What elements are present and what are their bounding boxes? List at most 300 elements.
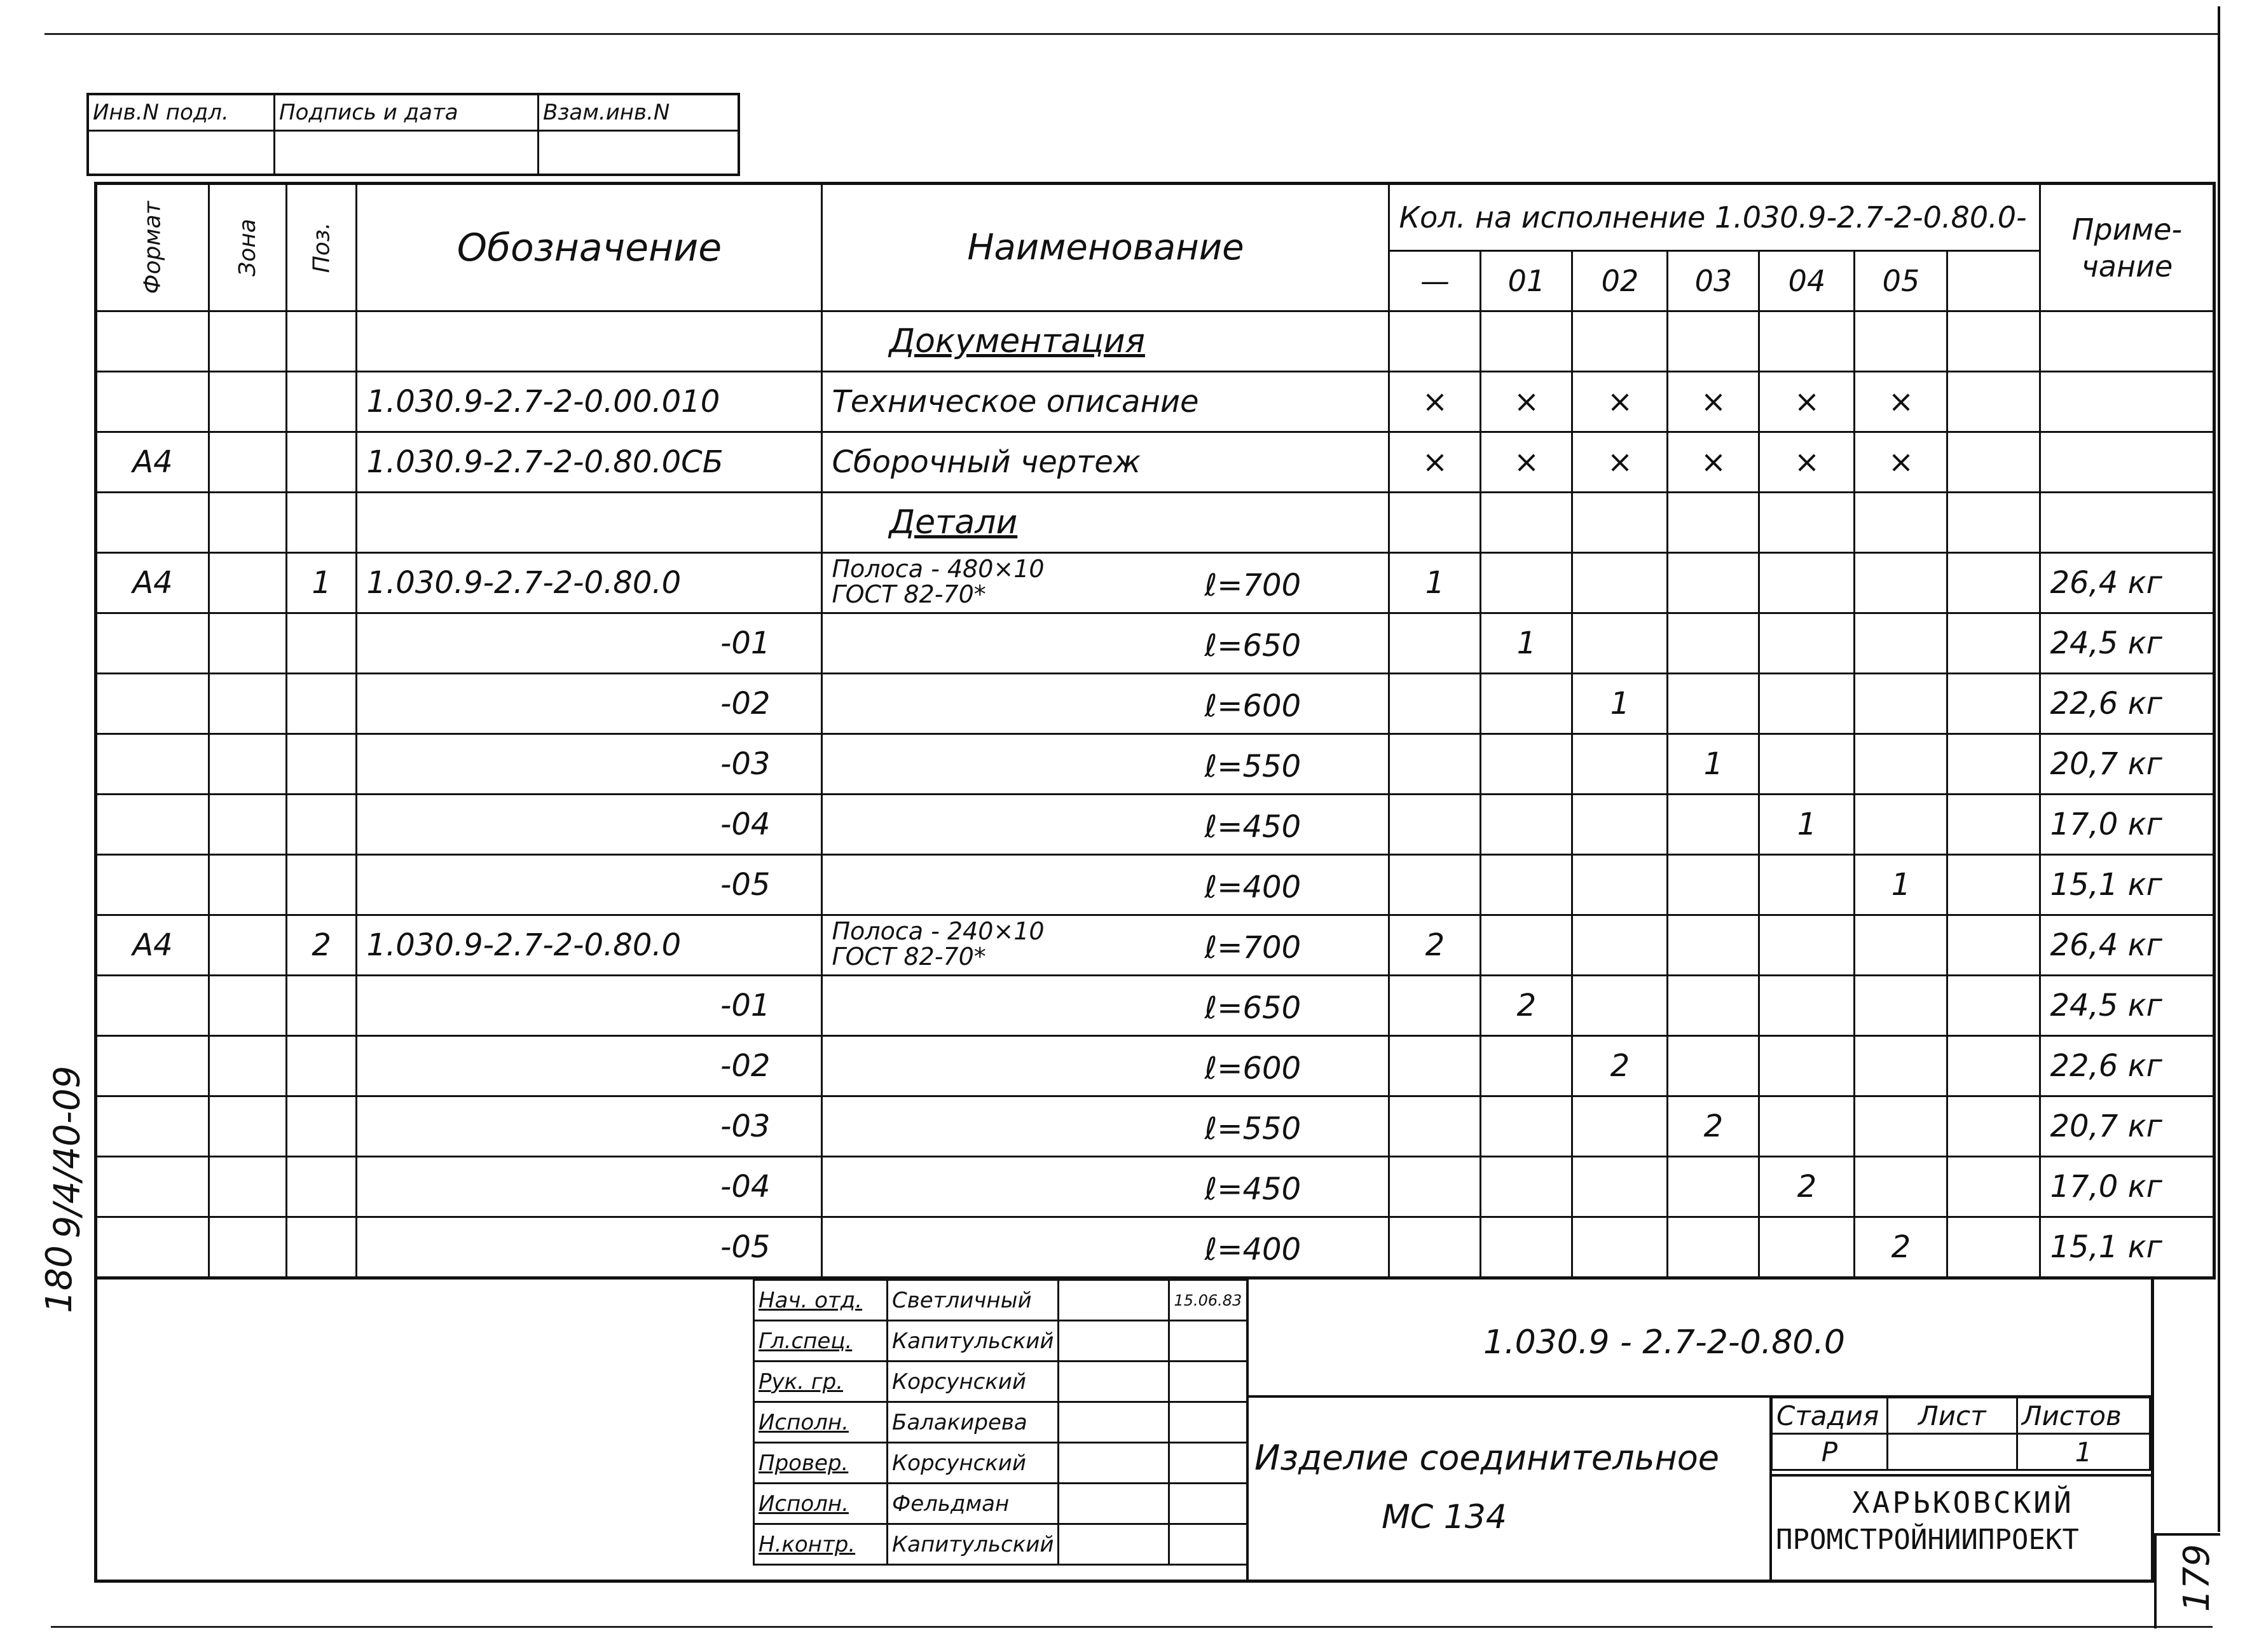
designation-cell: -05 <box>357 855 822 915</box>
designation-cell <box>357 311 822 372</box>
signature-date <box>1169 1484 1248 1524</box>
sheet-value <box>1887 1434 2017 1470</box>
qty-cell <box>1572 915 1668 976</box>
pos-cell <box>286 311 357 372</box>
qty-cell <box>1668 493 1759 553</box>
stage-table <box>1771 1396 2151 1471</box>
qty-cell <box>1389 493 1481 553</box>
qty-cell <box>1855 1157 1947 1217</box>
qty-cell <box>1855 674 1947 734</box>
qty-cell <box>1572 855 1668 915</box>
top-stamp-header-sign: Подпись и дата <box>275 94 539 131</box>
zone-cell <box>209 674 287 734</box>
qty-cell <box>1947 1217 2040 1278</box>
col-zone-header <box>209 184 287 311</box>
qty-cell <box>1855 795 1947 855</box>
zone-cell <box>209 915 287 976</box>
qty-cell <box>1855 734 1947 795</box>
table-row <box>96 372 2214 432</box>
qty-cell <box>1947 613 2040 674</box>
qty-cell <box>1855 553 1947 613</box>
qty-cell <box>1389 613 1481 674</box>
col-format-header <box>96 184 209 311</box>
designation-cell: -01 <box>357 613 822 674</box>
zone-cell <box>209 976 287 1036</box>
title-block <box>94 1276 2154 1583</box>
qty-cell: × <box>1855 372 1947 432</box>
qty-cell <box>1759 311 1855 372</box>
qty-cell <box>1481 795 1572 855</box>
designation-cell: -02 <box>357 1036 822 1096</box>
page-number-box-left <box>2154 1533 2157 1628</box>
table-row <box>96 976 2214 1036</box>
pos-cell <box>286 1157 357 1217</box>
qty-cell <box>1389 1157 1481 1217</box>
col-qty-header: Кол. на исполнение 1.030.9-2.7-2-0.80.0- <box>1389 184 2040 251</box>
qty-cell <box>1947 1157 2040 1217</box>
qty-cell <box>1572 795 1668 855</box>
specification-table <box>94 182 2216 1280</box>
org-top-line <box>1771 1474 2152 1477</box>
qty-cell <box>1759 855 1855 915</box>
format-cell: А4 <box>96 432 209 493</box>
signature-row <box>754 1402 1248 1443</box>
qty-cell <box>1668 1036 1759 1096</box>
qty-cell <box>1855 915 1947 976</box>
designation-cell: 1.030.9-2.7-2-0.80.0 <box>357 915 822 976</box>
qty-cell <box>1572 1217 1668 1278</box>
name-cell <box>822 734 1389 795</box>
format-cell: А4 <box>96 553 209 613</box>
signature-table <box>753 1279 1249 1566</box>
designation-cell: -05 <box>357 1217 822 1278</box>
name-cell <box>822 372 1389 432</box>
top-stamp <box>86 93 740 176</box>
name-cell <box>822 915 1389 976</box>
qty-cell <box>1668 1217 1759 1278</box>
qty-cell <box>1947 855 2040 915</box>
pos-cell <box>286 855 357 915</box>
format-cell <box>96 1157 209 1217</box>
pos-cell <box>286 1217 357 1278</box>
qty-cell <box>1389 855 1481 915</box>
signature-role: Н.контр. <box>754 1524 888 1565</box>
qty-cell: 2 <box>1668 1096 1759 1157</box>
sheets-label: Листов <box>2017 1398 2150 1434</box>
signature-row <box>754 1443 1248 1484</box>
qty-cell <box>1389 734 1481 795</box>
signature-name: Корсунский <box>888 1362 1059 1402</box>
length-value: ℓ=600 <box>1204 1051 1301 1086</box>
zone-cell <box>209 372 287 432</box>
pos-cell <box>286 372 357 432</box>
qty-cell: 2 <box>1855 1217 1947 1278</box>
qty-cell <box>1855 493 1947 553</box>
signature-name: Капитульский <box>888 1524 1059 1565</box>
pos-cell <box>286 493 357 553</box>
signature-row <box>754 1280 1248 1321</box>
name-cell <box>822 674 1389 734</box>
length-value: ℓ=700 <box>1204 930 1301 966</box>
stage-value: Р <box>1772 1434 1888 1470</box>
format-cell: А4 <box>96 915 209 976</box>
name-cell <box>822 553 1389 613</box>
top-stamp-header-inv: Инв.N подл. <box>88 94 275 131</box>
col-format-label: Формат <box>139 201 166 294</box>
note-cell: 15,1 кг <box>2040 1217 2214 1278</box>
qty-cell: × <box>1855 432 1947 493</box>
format-cell <box>96 734 209 795</box>
signature-date: 15.06.83 <box>1169 1280 1248 1321</box>
signature-name: Капитульский <box>888 1321 1059 1362</box>
qty-cell <box>1481 1036 1572 1096</box>
name-cell <box>822 311 1389 372</box>
designation-cell: -01 <box>357 976 822 1036</box>
qty-cell <box>1759 1036 1855 1096</box>
qty-cell <box>1759 915 1855 976</box>
qty-cell <box>1481 734 1572 795</box>
signature-role: Исполн. <box>754 1402 888 1443</box>
table-row <box>96 1217 2214 1278</box>
designation-cell: -02 <box>357 674 822 734</box>
format-cell <box>96 372 209 432</box>
length-value: ℓ=450 <box>1204 809 1301 845</box>
section-title: Документация <box>889 322 1145 360</box>
note-cell <box>2040 372 2214 432</box>
format-cell <box>96 613 209 674</box>
length-value: ℓ=550 <box>1204 749 1301 784</box>
qty-cell: × <box>1668 432 1759 493</box>
qty-cell <box>1855 976 1947 1036</box>
note-cell <box>2040 432 2214 493</box>
qty-cell <box>1759 1096 1855 1157</box>
length-value: ℓ=400 <box>1204 1232 1301 1267</box>
qty-cell <box>1389 1036 1481 1096</box>
format-cell <box>96 795 209 855</box>
pos-cell <box>286 1096 357 1157</box>
item-name: Сборочный чертеж <box>832 444 1141 480</box>
note-cell: 17,0 кг <box>2040 1157 2214 1217</box>
designation-cell <box>357 493 822 553</box>
section-row <box>96 311 2214 372</box>
signature-role: Исполн. <box>754 1484 888 1524</box>
qty-cell <box>1572 1157 1668 1217</box>
qty-cell <box>1481 493 1572 553</box>
length-value: ℓ=600 <box>1204 688 1301 724</box>
note-cell: 22,6 кг <box>2040 1036 2214 1096</box>
note-cell: 20,7 кг <box>2040 1096 2214 1157</box>
qty-cell <box>1855 311 1947 372</box>
pos-cell <box>286 613 357 674</box>
name-cell <box>822 1096 1389 1157</box>
doc-code: 1.030.9 - 2.7-2-0.80.0 <box>1483 1323 1846 1362</box>
page-number: 179 <box>2176 1544 2218 1612</box>
col-name-header: Наименование <box>822 184 1389 311</box>
qty-cell <box>1759 553 1855 613</box>
qty-cell: 2 <box>1389 915 1481 976</box>
pos-cell: 2 <box>286 915 357 976</box>
length-value: ℓ=650 <box>1204 990 1301 1026</box>
top-stamp-value-sign <box>275 131 539 175</box>
right-border-line <box>2218 6 2220 1532</box>
length-value: ℓ=550 <box>1204 1111 1301 1147</box>
zone-cell <box>209 553 287 613</box>
qty-cell: 1 <box>1759 795 1855 855</box>
name-cell <box>822 976 1389 1036</box>
signature-mark <box>1059 1484 1169 1524</box>
signature-mark <box>1059 1321 1169 1362</box>
format-cell <box>96 976 209 1036</box>
qty-cell <box>1572 613 1668 674</box>
pos-cell <box>286 1036 357 1096</box>
length-value: ℓ=650 <box>1204 628 1301 664</box>
qty-cell <box>1668 553 1759 613</box>
name-cell <box>822 1036 1389 1096</box>
pos-cell <box>286 674 357 734</box>
signature-role: Провер. <box>754 1443 888 1484</box>
qty-cell <box>1481 1096 1572 1157</box>
qty-cell <box>1759 493 1855 553</box>
signature-name: Фельдман <box>888 1484 1059 1524</box>
signature-date <box>1169 1443 1248 1484</box>
qty-cell <box>1759 613 1855 674</box>
format-cell <box>96 674 209 734</box>
qty-cell <box>1759 976 1855 1036</box>
format-cell <box>96 1217 209 1278</box>
qty-cell <box>1668 613 1759 674</box>
name-cell <box>822 1217 1389 1278</box>
zone-cell <box>209 493 287 553</box>
qty-cell <box>1759 734 1855 795</box>
name-cell <box>822 1157 1389 1217</box>
format-cell <box>96 855 209 915</box>
qty-cell <box>1481 855 1572 915</box>
col-zone-label: Зона <box>234 219 261 276</box>
qty-cell <box>1947 493 2040 553</box>
format-cell <box>96 1036 209 1096</box>
note-cell: 26,4 кг <box>2040 553 2214 613</box>
qty-cell <box>1759 674 1855 734</box>
qty-cell <box>1389 1217 1481 1278</box>
page-number-box-top <box>2154 1533 2220 1536</box>
table-row <box>96 855 2214 915</box>
format-cell <box>96 1096 209 1157</box>
zone-cell <box>209 432 287 493</box>
note-cell: 15,1 кг <box>2040 855 2214 915</box>
length-value: ℓ=400 <box>1204 870 1301 905</box>
format-cell <box>96 311 209 372</box>
signature-name: Балакирева <box>888 1402 1059 1443</box>
side-archive-number: 9/4/40-09 <box>46 1065 88 1239</box>
col-pos-label: Поз. <box>308 222 335 273</box>
item-name: Полоса - 240×10 ГОСТ 82-70* <box>832 917 1045 971</box>
qty-cell: 2 <box>1481 976 1572 1036</box>
qty-cell <box>1668 1157 1759 1217</box>
qty-cell: × <box>1389 432 1481 493</box>
qty-cell <box>1947 915 2040 976</box>
signature-row <box>754 1321 1248 1362</box>
qty-cell <box>1389 976 1481 1036</box>
signature-role: Нач. отд. <box>754 1280 888 1321</box>
qty-cell: 1 <box>1481 613 1572 674</box>
name-cell <box>822 795 1389 855</box>
signature-name: Корсунский <box>888 1443 1059 1484</box>
pos-cell <box>286 734 357 795</box>
qty-cell <box>1947 372 2040 432</box>
table-row <box>96 915 2214 976</box>
qty-cell <box>1389 674 1481 734</box>
qty-cell <box>1947 432 2040 493</box>
qty-cell <box>1481 915 1572 976</box>
length-value: ℓ=450 <box>1204 1171 1301 1207</box>
top-border-line <box>45 33 2219 35</box>
qty-cell <box>1947 734 2040 795</box>
qty-cell <box>1947 795 2040 855</box>
table-row <box>96 795 2214 855</box>
name-cell <box>822 855 1389 915</box>
designation-cell: 1.030.9-2.7-2-0.80.0СБ <box>357 432 822 493</box>
zone-cell <box>209 1036 287 1096</box>
table-row <box>96 553 2214 613</box>
note-cell: 26,4 кг <box>2040 915 2214 976</box>
designation-cell: -04 <box>357 795 822 855</box>
qty-cell <box>1668 976 1759 1036</box>
qty-cell <box>1668 311 1759 372</box>
signature-mark <box>1059 1362 1169 1402</box>
sheet-label: Лист <box>1887 1398 2017 1434</box>
qty-cell <box>1759 1217 1855 1278</box>
col-note-header: Приме- чание <box>2040 184 2214 311</box>
signature-name: Светличный <box>888 1280 1059 1321</box>
signature-mark <box>1059 1280 1169 1321</box>
variant-header-cell: 03 <box>1668 251 1759 311</box>
variant-header-cell <box>1947 251 2040 311</box>
table-row <box>96 674 2214 734</box>
qty-cell <box>1668 855 1759 915</box>
signature-mark <box>1059 1443 1169 1484</box>
qty-cell <box>1947 976 2040 1036</box>
name-cell <box>822 432 1389 493</box>
name-cell <box>822 613 1389 674</box>
signature-date <box>1169 1402 1248 1443</box>
qty-cell <box>1947 674 2040 734</box>
table-row <box>96 613 2214 674</box>
note-cell: 24,5 кг <box>2040 976 2214 1036</box>
section-title: Детали <box>889 503 1018 542</box>
qty-cell <box>1572 493 1668 553</box>
qty-cell: × <box>1668 372 1759 432</box>
designation-cell: -03 <box>357 1096 822 1157</box>
table-row <box>96 1096 2214 1157</box>
qty-cell: × <box>1389 372 1481 432</box>
qty-cell <box>1572 1096 1668 1157</box>
table-row <box>96 1157 2214 1217</box>
qty-cell <box>1855 1096 1947 1157</box>
designation-cell: 1.030.9-2.7-2-0.80.0 <box>357 553 822 613</box>
qty-cell <box>1389 1096 1481 1157</box>
pos-cell <box>286 432 357 493</box>
length-value: ℓ=700 <box>1204 568 1301 603</box>
qty-cell: × <box>1759 372 1855 432</box>
note-cell <box>2040 311 2214 372</box>
note-cell: 22,6 кг <box>2040 674 2214 734</box>
qty-cell <box>1572 311 1668 372</box>
qty-cell: 1 <box>1572 674 1668 734</box>
qty-cell <box>1481 674 1572 734</box>
qty-cell <box>1947 1036 2040 1096</box>
variant-header-cell: 04 <box>1759 251 1855 311</box>
qty-cell: × <box>1759 432 1855 493</box>
qty-cell <box>1668 674 1759 734</box>
qty-cell <box>1389 311 1481 372</box>
zone-cell <box>209 734 287 795</box>
section-row <box>96 493 2214 553</box>
sheets-value: 1 <box>2017 1434 2150 1470</box>
item-name: Техническое описание <box>832 384 1199 420</box>
variant-header-cell: 05 <box>1855 251 1947 311</box>
designation-cell: 1.030.9-2.7-2-0.00.010 <box>357 372 822 432</box>
table-row <box>96 734 2214 795</box>
qty-cell: × <box>1481 432 1572 493</box>
table-row <box>96 1036 2214 1096</box>
name-cell <box>822 493 1389 553</box>
qty-cell: × <box>1481 372 1572 432</box>
col-pos-header <box>286 184 357 311</box>
zone-cell <box>209 1217 287 1278</box>
org-line2: ПРОМСТРОЙНИИПРОЕКТ <box>1776 1524 2079 1556</box>
side-page-number: 180 <box>38 1245 80 1313</box>
pos-cell <box>286 795 357 855</box>
qty-cell <box>1481 553 1572 613</box>
variant-header-cell: — <box>1389 251 1481 311</box>
qty-cell <box>1855 613 1947 674</box>
signature-date <box>1169 1362 1248 1402</box>
signature-role: Гл.спец. <box>754 1321 888 1362</box>
signature-row <box>754 1484 1248 1524</box>
signature-date <box>1169 1524 1248 1565</box>
qty-cell <box>1855 1036 1947 1096</box>
zone-cell <box>209 855 287 915</box>
signature-date <box>1169 1321 1248 1362</box>
item-name: Полоса - 480×10 ГОСТ 82-70* <box>832 554 1045 608</box>
qty-cell <box>1947 1096 2040 1157</box>
qty-cell: 1 <box>1668 734 1759 795</box>
qty-cell <box>1481 311 1572 372</box>
variant-header-cell: 01 <box>1481 251 1572 311</box>
variant-header-cell: 02 <box>1572 251 1668 311</box>
note-cell: 17,0 кг <box>2040 795 2214 855</box>
qty-cell <box>1947 311 2040 372</box>
qty-cell <box>1481 1217 1572 1278</box>
qty-cell: 1 <box>1855 855 1947 915</box>
zone-cell <box>209 613 287 674</box>
zone-cell <box>209 311 287 372</box>
qty-cell <box>1572 734 1668 795</box>
table-row <box>96 432 2214 493</box>
top-stamp-header-replace: Взам.инв.N <box>539 94 739 131</box>
stage-label: Стадия <box>1772 1398 1888 1434</box>
qty-cell <box>1572 553 1668 613</box>
qty-cell <box>1572 976 1668 1036</box>
top-stamp-value-replace <box>539 131 739 175</box>
signature-row <box>754 1362 1248 1402</box>
qty-cell <box>1389 795 1481 855</box>
signature-row <box>754 1524 1248 1565</box>
product-name: Изделие соединительное <box>1254 1438 1720 1478</box>
zone-cell <box>209 1157 287 1217</box>
designation-cell: -04 <box>357 1157 822 1217</box>
col-designation-header: Обозначение <box>357 184 822 311</box>
